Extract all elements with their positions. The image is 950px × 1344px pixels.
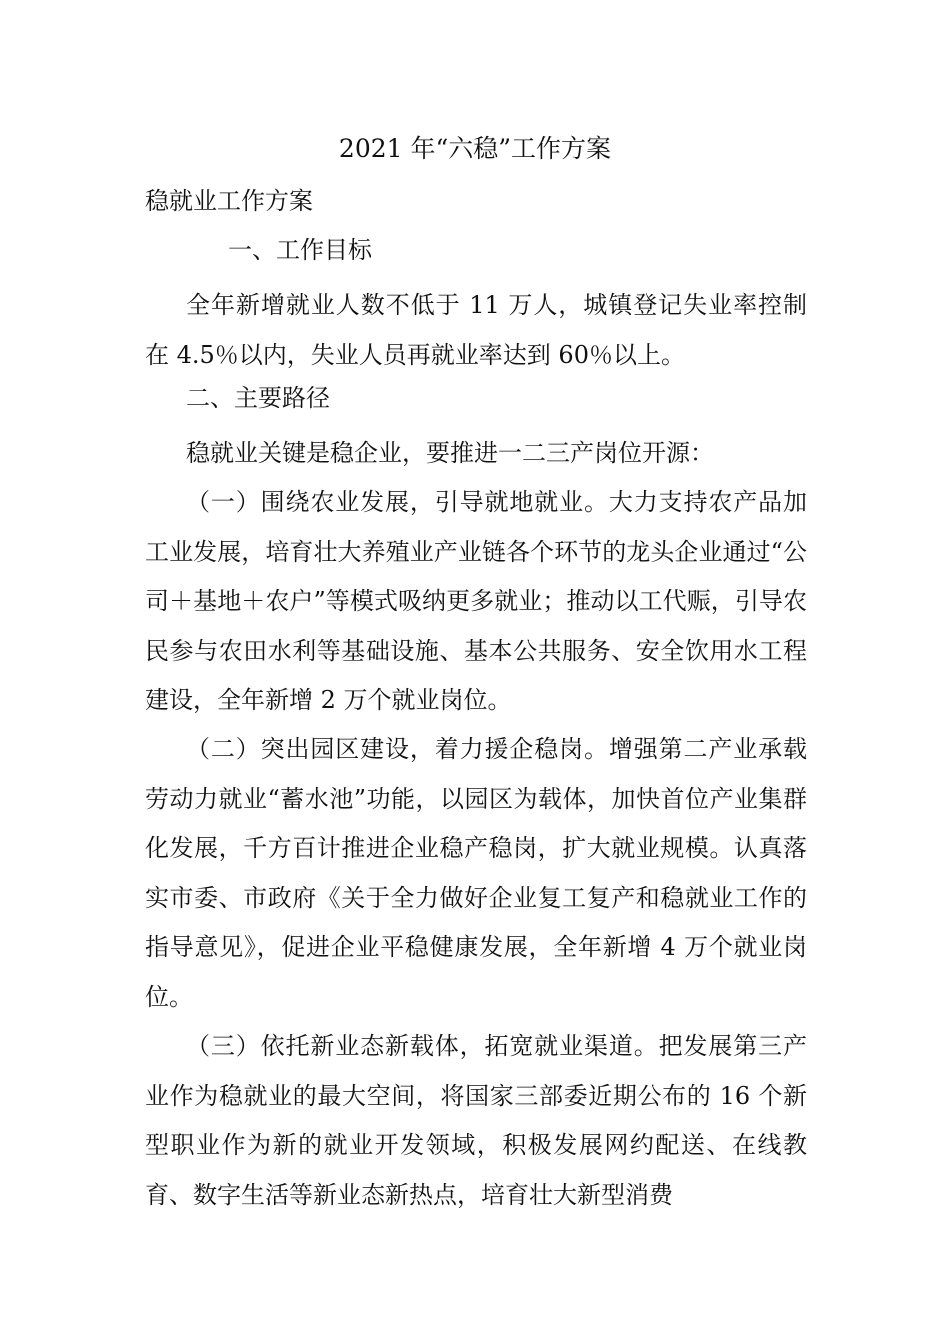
paragraph-goals: 全年新增就业人数不低于 11 万人，城镇登记失业率控制在 4.5％以内，失业人员再就业率达到 60％以上。 bbox=[145, 291, 807, 369]
document-title: 2021 年“六稳”工作方案 bbox=[338, 134, 612, 163]
paragraph-path-services: （三）依托新业态新载体，拓宽就业渠道。把发展第三产业作为稳就业的最大空间，将国家三部委近期公布的 16 个新型职业作为新的就业开发领域，积极发展网约配送、在线教育、数字生活等新业态新热点，培育壮大新型消费 bbox=[145, 1032, 807, 1209]
document-subtitle: 稳就业工作方案 bbox=[145, 187, 313, 215]
paragraph-paths-intro: 稳就业关键是稳企业，要推进一二三产岗位开源： bbox=[186, 439, 714, 467]
paragraph-path-agriculture: （一）围绕农业发展，引导就地就业。大力支持农产品加工业发展，培育壮大养殖业产业链各个环节的龙头企业通过“公司＋基地＋农户”等模式吸纳更多就业；推动以工代赈，引导农民参与农田水利等基础设施、基本公共服务、安全饮用水工程建设，全年新增 2 万个就业岗位。 bbox=[145, 488, 807, 714]
section-heading-paths: 二、主要路径 bbox=[186, 384, 330, 412]
paragraph-path-industry: （二）突出园区建设，着力援企稳岗。增强第二产业承载劳动力就业“蓄水池”功能，以园区为载体，加快首位产业集群化发展，千方百计推进企业稳产稳岗，扩大就业规模。认真落实市委、市政府《关于全力做好企业复工复产和稳就业工作的指导意见》，促进企业平稳健康发展，全年新增 4 万个就业岗位。 bbox=[145, 735, 807, 1011]
section-heading-goals: 一、工作目标 bbox=[228, 236, 372, 264]
